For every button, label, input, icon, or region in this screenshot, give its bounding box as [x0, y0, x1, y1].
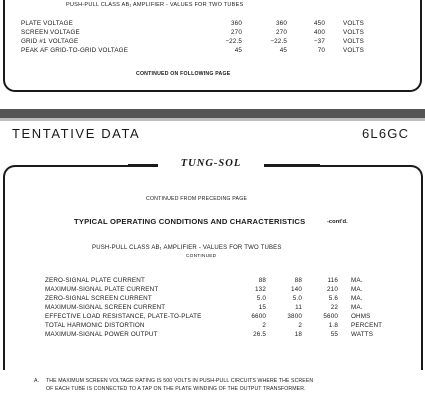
top-row-value: 400: [314, 29, 325, 36]
table-row-value: 5.0: [256, 295, 266, 302]
top-row-value: 360: [231, 20, 242, 27]
page-separator: [0, 109, 425, 118]
top-row-value: 270: [276, 29, 287, 36]
table-row-label: TOTAL HARMONIC DISTORTION: [45, 322, 145, 329]
footnote-marker: A.: [34, 378, 39, 384]
table-row-label: MAXIMUM-SIGNAL POWER OUTPUT: [45, 331, 158, 338]
table-row-unit: MA.: [351, 295, 363, 302]
table-row-label: MAXIMUM-SIGNAL SCREEN CURRENT: [45, 304, 166, 311]
top-amplifier-heading: PUSH-PULL CLASS AB₁ AMPLIFIER - VALUES FOR TWO TUBES: [66, 2, 244, 8]
table-row-value: 6600: [251, 313, 266, 320]
continued-from-preceding-page: CONTINUED FROM PRECEDING PAGE: [146, 196, 248, 202]
footnote-line-2: OF EACH TUBE IS CONNECTED TO A TAP ON THE PLATE WINDING OF THE OUTPUT TRANSFORMER.: [46, 386, 306, 392]
table-row-unit: MA.: [351, 286, 363, 293]
table-row-value: 18: [294, 331, 302, 338]
top-row-label: SCREEN VOLTAGE: [21, 29, 80, 36]
table-row-unit: MA.: [351, 277, 363, 284]
table-row-value: 88: [294, 277, 302, 284]
table-row-value: 2: [262, 322, 266, 329]
top-row-value: 270: [231, 29, 242, 36]
table-row-value: 5.0: [292, 295, 302, 302]
page-separator-shadow: [0, 118, 425, 121]
table-row-unit: PERCENT: [351, 322, 383, 329]
top-row-label: PLATE VOLTAGE: [21, 20, 73, 27]
table-row-value: 116: [327, 277, 338, 284]
table-row-value: 5600: [323, 313, 338, 320]
top-row-unit: VOLTS: [343, 20, 364, 27]
top-row-unit: VOLTS: [343, 47, 364, 54]
tube-type-label: 6L6GC: [362, 126, 410, 141]
amplifier-subheading-continued: CONTINUED: [186, 254, 217, 259]
top-row-value: 360: [276, 20, 287, 27]
table-row-value: 140: [291, 286, 302, 293]
table-row-value: 3800: [287, 313, 302, 320]
table-row-label: ZERO-SIGNAL PLATE CURRENT: [45, 277, 145, 284]
footnote-line-1: THE MAXIMUM SCREEN VOLTAGE RATING IS 500 VOLTS IN PUSH-PULL CIRCUITS WHERE THE SCREEN: [46, 378, 314, 384]
table-row-unit: MA.: [351, 304, 363, 311]
table-row-unit: WATTS: [351, 331, 374, 338]
top-row-unit: VOLTS: [343, 38, 364, 45]
table-row-value: 11: [295, 304, 302, 311]
table-row-value: 26.5: [253, 331, 266, 338]
section-title-suffix: -cont'd.: [327, 219, 348, 225]
tung-sol-logo: TUNG-SOL: [158, 156, 264, 172]
table-row-label: ZERO-SIGNAL SCREEN CURRENT: [45, 295, 152, 302]
table-row-value: 22: [330, 304, 338, 311]
top-row-value: −22.5: [270, 38, 287, 45]
table-row-label: EFFECTIVE LOAD RESISTANCE, PLATE-TO-PLATE: [45, 313, 202, 320]
amplifier-subheading: PUSH-PULL CLASS AB₁ AMPLIFIER - VALUES FOR TWO TUBES: [92, 245, 282, 251]
table-row-value: 132: [255, 286, 266, 293]
table-row-value: 15: [258, 304, 266, 311]
table-row-value: 1.8: [328, 322, 338, 329]
table-row-value: 5.6: [328, 295, 338, 302]
top-row-value: 45: [234, 47, 242, 54]
table-row-value: 88: [258, 277, 266, 284]
brand-rule-left: [128, 164, 158, 166]
top-row-unit: VOLTS: [343, 29, 364, 36]
top-row-value: 450: [314, 20, 325, 27]
continued-on-following-page: CONTINUED ON FOLLOWING PAGE: [136, 71, 231, 77]
section-title: TYPICAL OPERATING CONDITIONS AND CHARACTERISTICS: [74, 217, 306, 226]
top-row-value: 70: [317, 47, 325, 54]
top-row-value: −22.5: [225, 38, 242, 45]
previous-page-frame: [3, 0, 422, 92]
tentative-data-title: TENTATIVE DATA: [12, 126, 141, 141]
table-row-value: 210: [327, 286, 338, 293]
top-row-value: −37: [313, 38, 325, 45]
top-row-label: GRID #1 VOLTAGE: [21, 38, 79, 45]
table-row-value: 55: [330, 331, 338, 338]
table-row-value: 2: [298, 322, 302, 329]
brand-rule-right: [264, 164, 320, 166]
table-row-unit: OHMS: [351, 313, 371, 320]
top-row-label: PEAK AF GRID-TO-GRID VOLTAGE: [21, 47, 129, 54]
table-row-label: MAXIMUM-SIGNAL PLATE CURRENT: [45, 286, 159, 293]
top-row-value: 45: [279, 47, 287, 54]
